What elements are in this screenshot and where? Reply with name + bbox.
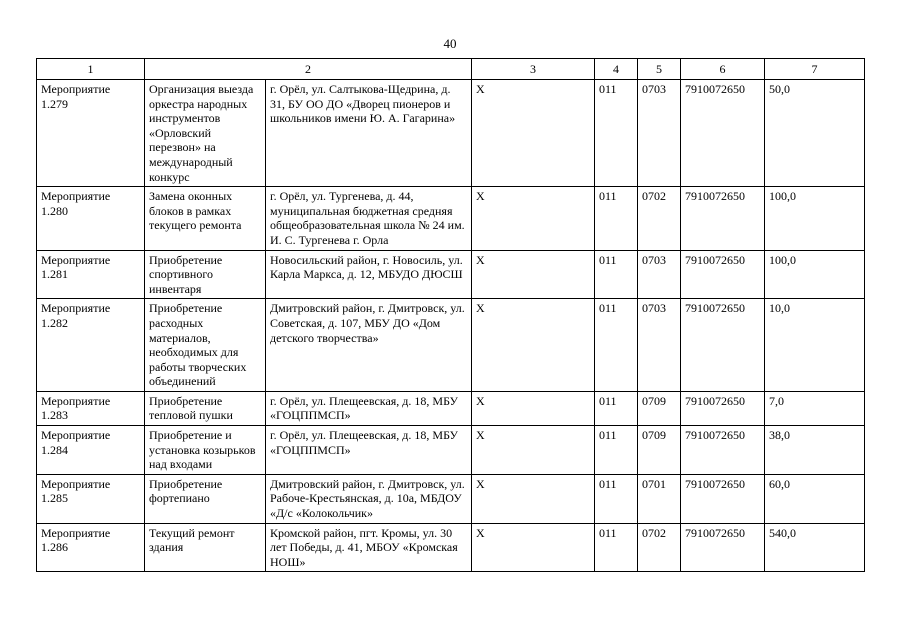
- event-address: Дмитровский район, г. Дмитровск, ул. Рабоче-Крестьянская, д. 10а, МБДОУ «Д/с «Колокольчик»: [266, 474, 472, 523]
- page-number: 40: [443, 36, 457, 51]
- col4-value: 011: [595, 250, 638, 299]
- header-col-6: 6: [681, 59, 765, 80]
- col6-value: 7910072650: [681, 426, 765, 475]
- event-name: Приобретение фортепиано: [145, 474, 266, 523]
- col3-value: X: [472, 80, 595, 187]
- event-address: г. Орёл, ул. Тургенева, д. 44, муниципальная бюджетная средняя общеобразовательная школа № 24 им. И. С. Тургенева г. Орла: [266, 187, 472, 250]
- header-col-1: 1: [37, 59, 145, 80]
- table-row: [37, 426, 865, 475]
- header-col-5: 5: [638, 59, 681, 80]
- event-number: Мероприятие 1.281: [37, 250, 145, 299]
- event-address: г. Орёл, ул. Плещеевская, д. 18, МБУ «ГОЦППМСП»: [266, 391, 472, 425]
- event-number: Мероприятие 1.282: [37, 299, 145, 392]
- header-col-7: 7: [765, 59, 865, 80]
- col3-value: X: [472, 391, 595, 425]
- col7-value: 540,0: [765, 523, 865, 572]
- col4-value: 011: [595, 187, 638, 250]
- col7-value: 7,0: [765, 391, 865, 425]
- event-name: Приобретение расходных материалов, необходимых для работы творческих объединений: [145, 299, 266, 392]
- col7-value: 10,0: [765, 299, 865, 392]
- event-number: Мероприятие 1.286: [37, 523, 145, 572]
- col5-value: 0703: [638, 299, 681, 392]
- event-address: г. Орёл, ул. Плещеевская, д. 18, МБУ «ГОЦППМСП»: [266, 426, 472, 475]
- table-row: [37, 391, 865, 425]
- event-number: Мероприятие 1.285: [37, 474, 145, 523]
- event-number: Мероприятие 1.284: [37, 426, 145, 475]
- event-address: Кромской район, пгт. Кромы, ул. 30 лет Победы, д. 41, МБОУ «Кромская НОШ»: [266, 523, 472, 572]
- event-number: Мероприятие 1.280: [37, 187, 145, 250]
- header-row: [37, 59, 865, 80]
- col3-value: X: [472, 187, 595, 250]
- table-row: [37, 523, 865, 572]
- event-name: Приобретение тепловой пушки: [145, 391, 266, 425]
- col6-value: 7910072650: [681, 299, 765, 392]
- col6-value: 7910072650: [681, 80, 765, 187]
- col5-value: 0709: [638, 391, 681, 425]
- col7-value: 38,0: [765, 426, 865, 475]
- col6-value: 7910072650: [681, 250, 765, 299]
- event-address: Новосильский район, г. Новосиль, ул. Карла Маркса, д. 12, МБУДО ДЮСШ: [266, 250, 472, 299]
- table-row: [37, 474, 865, 523]
- col7-value: 50,0: [765, 80, 865, 187]
- event-address: г. Орёл, ул. Салтыкова-Щедрина, д. 31, БУ ОО ДО «Дворец пионеров и школьников имени Ю. А. Гагарина»: [266, 80, 472, 187]
- header-col-3: 3: [472, 59, 595, 80]
- col5-value: 0703: [638, 250, 681, 299]
- col4-value: 011: [595, 391, 638, 425]
- col3-value: X: [472, 474, 595, 523]
- table-row: [37, 250, 865, 299]
- event-address: Дмитровский район, г. Дмитровск, ул. Советская, д. 107, МБУ ДО «Дом детского творчества»: [266, 299, 472, 392]
- table-row: [37, 299, 865, 392]
- col3-value: X: [472, 250, 595, 299]
- header-col-4: 4: [595, 59, 638, 80]
- col5-value: 0702: [638, 523, 681, 572]
- col5-value: 0702: [638, 187, 681, 250]
- col5-value: 0703: [638, 80, 681, 187]
- table-row: [37, 80, 865, 187]
- col7-value: 100,0: [765, 250, 865, 299]
- event-number: Мероприятие 1.279: [37, 80, 145, 187]
- col5-value: 0709: [638, 426, 681, 475]
- event-name: Организация выезда оркестра народных инструментов «Орловский перезвон» на международный конкурс: [145, 80, 266, 187]
- header-col-2: 2: [145, 59, 472, 80]
- col3-value: X: [472, 523, 595, 572]
- event-name: Приобретение спортивного инвентаря: [145, 250, 266, 299]
- col4-value: 011: [595, 523, 638, 572]
- measures-table: [36, 58, 865, 572]
- col7-value: 60,0: [765, 474, 865, 523]
- col5-value: 0701: [638, 474, 681, 523]
- col6-value: 7910072650: [681, 187, 765, 250]
- col4-value: 011: [595, 474, 638, 523]
- event-name: Замена оконных блоков в рамках текущего ремонта: [145, 187, 266, 250]
- col4-value: 011: [595, 299, 638, 392]
- col6-value: 7910072650: [681, 474, 765, 523]
- col3-value: X: [472, 299, 595, 392]
- col6-value: 7910072650: [681, 523, 765, 572]
- col4-value: 011: [595, 80, 638, 187]
- event-name: Текущий ремонт здания: [145, 523, 266, 572]
- table-row: [37, 187, 865, 250]
- col4-value: 011: [595, 426, 638, 475]
- event-name: Приобретение и установка козырьков над входами: [145, 426, 266, 475]
- col3-value: X: [472, 426, 595, 475]
- col7-value: 100,0: [765, 187, 865, 250]
- col6-value: 7910072650: [681, 391, 765, 425]
- event-number: Мероприятие 1.283: [37, 391, 145, 425]
